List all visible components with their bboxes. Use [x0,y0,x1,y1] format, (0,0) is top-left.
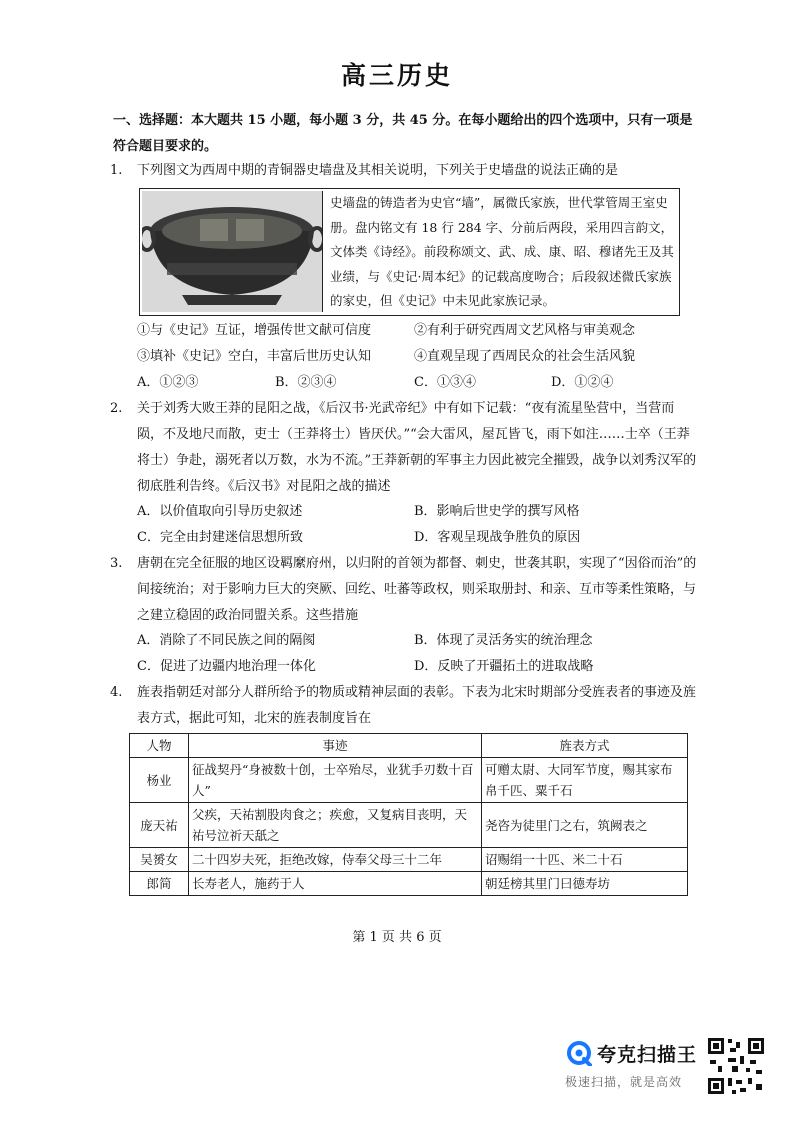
table-cell: 父疾，天祐割股肉食之；疾愈，又复病目丧明，天祐号泣祈天舐之 [189,803,482,848]
question-stem: 唐朝在完全征服的地区设羁縻府州，以归附的首领为都督、刺史，世袭其职，实现了“因俗而治”的间接统治；对于影响力巨大的突厥、回纥、吐蕃等政权，则采取册封、和亲、互市等柔性策略，与之建立稳固的政治同盟关系。这些措施 [137,556,697,623]
figure-description: 史墙盘的铸造者为史官“墙”，属微氏家族，世代掌管周王室史册。盘内铭文有 18 行 284 字、分前后两段，采用四言韵文，文体类《诗经》。前段称颂文、武、成、康、昭、穆诸先王及其业绩，与《史记·周本纪》的记载高度吻合；后段叙述微氏家族的家史，但《史记》中未见此家族记录。 [330,195,674,308]
option-d: D．客观呈现战争胜负的原因 [414,530,581,545]
option-b: B．体现了灵活务实的统治理念 [414,633,593,648]
commendation-table [129,733,688,896]
table-cell: 庞天祐 [130,803,189,848]
question-number: 3. [110,556,123,571]
table-cell: 诏赐绢一十匹、米二十石 [482,848,688,872]
statement-3: ③填补《史记》空白，丰富后世历史认知 [137,349,372,364]
question-number: 2. [110,401,123,416]
section-heading: 一、选择题：本大题共 15 小题，每小题 3 分，共 45 分。在每小题给出的四个选项中，只有一项是符合题目要求的。 [113,113,693,154]
question-number: 1. [110,163,123,178]
question-stem: 关于刘秀大败王莽的昆阳之战，《后汉书·光武帝纪》中有如下记载：“夜有流星坠营中，当营而陨，不及地尺而散，吏士（王莽将士）皆厌伏。”“会大雷风，屋瓦皆飞，雨下如注……士卒（王莽将士）争赴，溺死者以万数，水为不流。”王莽新朝的军事主力因此被完全摧毁，战争以刘秀汉军的彻底胜利告终。《后汉书》对昆阳之战的描述 [137,401,697,494]
table-row [130,872,688,896]
table-cell: 郎简 [130,872,189,896]
option-a: A．以价值取向引导历史叙述 [137,504,303,519]
table-cell: 征战契丹“身被数十创，士卒殆尽，业犹手刃数十百人” [189,758,482,803]
option-d: D．①②④ [551,375,614,390]
table-row [130,848,688,872]
option-b: B．②③④ [275,375,337,390]
statement-1: ①与《史记》互证，增强传世文献可信度 [137,323,372,338]
table-row [130,803,688,848]
option-b: B．影响后世史学的撰写风格 [414,504,580,519]
option-a: A．①②③ [137,375,199,390]
statement-4: ④直观呈现了西周民众的社会生活风貌 [414,349,636,364]
bronze-plate-photo [142,191,323,312]
question-stem: 旌表指朝廷对部分人群所给予的物质或精神层面的表彰。下表为北宋时期部分受旌表者的事迹及旌表方式，据此可知，北宋的旌表制度旨在 [137,685,697,726]
statement-2: ②有利于研究西周文艺风格与审美观念 [414,323,636,338]
quark-logo-icon [566,1040,592,1070]
table-cell: 尧咨为徒里门之右，筑阙表之 [482,803,688,848]
option-c: C．①③④ [414,375,476,390]
question-number: 4. [110,685,123,700]
question-stem: 下列图文为西周中期的青铜器史墙盘及其相关说明，下列关于史墙盘的说法正确的是 [137,163,619,178]
table-cell: 长寿老人，施药于人 [189,872,482,896]
table-header-row [130,734,688,758]
qr-code-icon [706,1036,766,1100]
option-c: C．完全由封建迷信思想所致 [137,530,303,545]
table-cell: 吴赟女 [130,848,189,872]
table-cell: 二十四岁夫死，拒绝改嫁，侍奉父母三十二年 [189,848,482,872]
option-d: D．反映了开疆拓土的进取战略 [414,659,594,674]
column-header: 旌表方式 [482,734,688,758]
figure-box [139,188,680,316]
table-row [130,758,688,803]
column-header: 人物 [130,734,189,758]
option-a: A．消除了不同民族之间的隔阂 [137,633,316,648]
watermark-slogan: 极速扫描，就是高效 [565,1075,683,1089]
watermark-brand: 夸克扫描王 [597,1044,698,1066]
table-cell: 可赠太尉、大同军节度，赐其家布帛千匹、粟千石 [482,758,688,803]
page-number: 第 1 页 共 6 页 [352,930,442,945]
table-cell: 杨业 [130,758,189,803]
table-cell: 朝廷榜其里门曰德寿坊 [482,872,688,896]
option-c: C．促进了边疆内地治理一体化 [137,659,316,674]
column-header: 事迹 [189,734,482,758]
page-title: 高三历史 [340,61,453,90]
